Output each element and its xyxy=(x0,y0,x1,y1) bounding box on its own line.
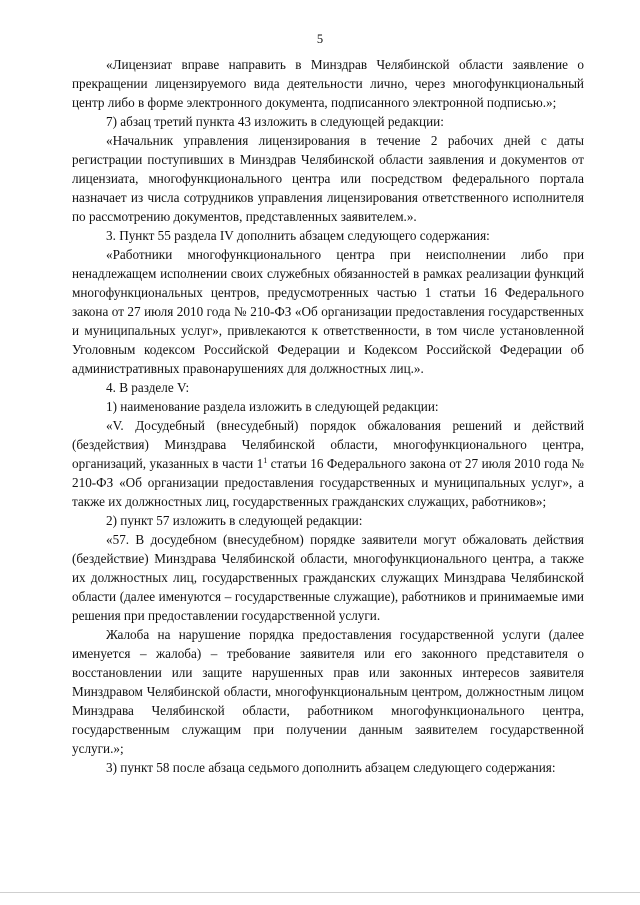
paragraph-licensee-termination: «Лицензиат вправе направить в Минздрав Челябинской области заявление о прекращении лицензируемого вида деятельности лично, через многофункциональный центр либо в форме электронного документа, подписанного электронной подписью.»; xyxy=(72,57,584,110)
document-body xyxy=(72,55,584,777)
paragraph-item-7: 7) абзац третий пункта 43 изложить в следующей редакции: xyxy=(106,114,444,129)
paragraph-complaint-definition: Жалоба на нарушение порядка предоставления государственной услуги (далее именуется – жалоба) – требование заявителя или его законного представителя о восстановлении или защите нарушенных прав или законных интересов заявителя Минздравом Челябинской области, многофункциональным центром, должностным лицом Минздрава Челябинской области, работником многофункционального центра, государственным служащим при получении данным заявителем государственной услуги.»; xyxy=(72,627,584,756)
scan-edge-divider xyxy=(0,892,640,893)
paragraph-section-v-title xyxy=(72,416,584,511)
paragraph-item-3-point-55: 3. Пункт 55 раздела IV дополнить абзацем следующего содержания: xyxy=(106,228,490,243)
paragraph-subitem-2: 2) пункт 57 изложить в следующей редакции: xyxy=(106,513,363,528)
section-v-title-start: «V. Досудебный (внесудебный) порядок обжалования решений и действий (бездействия) Минздрава Челябинской области, многофункционального центра, организаций, указанных в части 1 xyxy=(72,418,584,471)
paragraph-mfc-workers: «Работники многофункционального центра при неисполнении либо при ненадлежащем исполнении своих служебных обязанностей в рамках реализации функций многофункциональных центров, предусмотренных частью 1 статьи 16 Федерального закона от 27 июля 2010 года № 210-ФЗ «Об организации предоставления государственных и муниципальных услуг», привлекаются к ответственности, в том числе установленной Уголовным кодексом Российской Федерации и Кодексом Российской Федерации об административных правонарушениях для должностных лиц.». xyxy=(72,247,584,376)
paragraph-subitem-1: 1) наименование раздела изложить в следующей редакции: xyxy=(106,399,439,414)
paragraph-point-57: «57. В досудебном (внесудебном) порядке заявители могут обжаловать действия (бездействие) Минздрава Челябинской области, многофункционального центра, а также их должностных лиц, государственных гражданских служащих Минздрава Челябинской области (далее именуются – государственные служащие), работников и принимаемые ими решения при предоставлении государственной услуги. xyxy=(72,532,584,623)
section-v-title-end: статьи 16 Федерального закона от 27 июля 2010 года № 210-ФЗ «Об организации предоставления государственных и муниципальных услуг», а также их должностных лиц, государственных гражданских служащих, работников»; xyxy=(72,456,584,509)
paragraph-item-4-section-v: 4. В разделе V: xyxy=(106,380,190,395)
paragraph-licensing-head: «Начальник управления лицензирования в течение 2 рабочих дней с даты регистрации поступивших в Минздрав Челябинской области заявления и документов от лицензиата, многофункционального центра или посредством федерального портала назначает из числа сотрудников управления лицензирования ответственного исполнителя по рассмотрению документов, представленных заявителем.». xyxy=(72,133,584,224)
superscript-1: 1 xyxy=(263,456,268,465)
paragraph-subitem-3: 3) пункт 58 после абзаца седьмого дополнить абзацем следующего содержания: xyxy=(106,760,556,775)
page-number: 5 xyxy=(316,32,324,46)
